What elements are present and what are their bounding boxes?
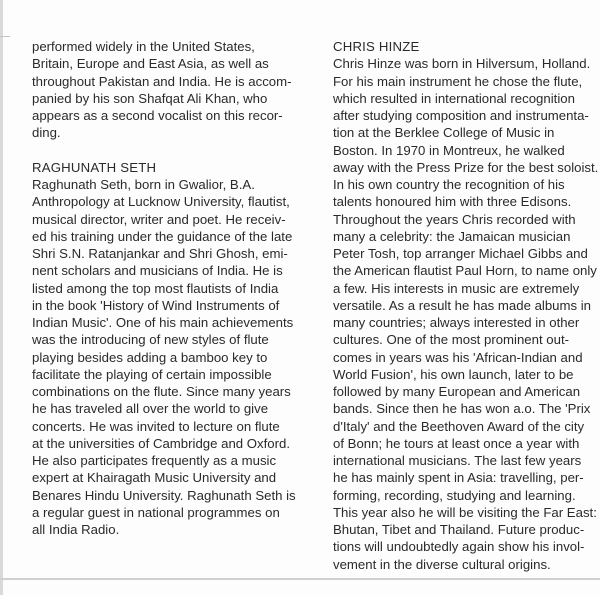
text-line: He also participates frequently as a music <box>32 453 277 468</box>
text-line: away with the Press Prize for the best soloist. <box>333 159 599 175</box>
text-line: In his own country the recognition of his <box>333 177 565 192</box>
text-line: of Bonn; he tours at least once a year with <box>333 435 580 451</box>
text-line: a regular guest in national programmes on <box>32 504 280 520</box>
left-column <box>32 38 312 538</box>
text-line: performed widely in the United States, <box>32 39 255 54</box>
text-line: he has mainly spent in Asia: travelling, per- <box>333 470 584 486</box>
text-line: This year also he will be visiting the Far East: <box>333 504 597 520</box>
page-corner-mark <box>0 0 10 37</box>
text-line: facilitate the playing of certain impossible <box>32 366 272 382</box>
text-line: cultures. One of the most prominent out- <box>333 332 570 348</box>
text-line: nent scholars and musicians of India. He is <box>32 263 283 279</box>
text-line: versatile. As a result he has made albums in <box>333 297 592 313</box>
text-line: playing besides adding a bamboo key to <box>32 349 268 365</box>
text-line: tions will undoubtedly again show his invol- <box>333 539 585 555</box>
text-line: ding. <box>32 125 61 141</box>
text-line: Boston. In 1970 in Montreux, he walked <box>333 142 565 158</box>
text-line: many countries; always interested in other <box>333 315 580 330</box>
text-line: Britain, Europe and East Asia, as well as <box>32 56 269 72</box>
text-line: musical director, writer and poet. He receiv- <box>32 211 286 227</box>
text-line: after studying composition and instrumenta- <box>333 108 589 123</box>
text-line: World Fusion', his own launch, later to be <box>333 366 574 382</box>
text-line: forming, recording, studying and learning. <box>333 487 576 503</box>
text-line: appears as a second vocalist on this recor- <box>32 108 283 123</box>
raghunath-seth-biography <box>32 176 312 538</box>
text-line: Bhutan, Tibet and Thailand. Future produc- <box>333 522 585 537</box>
section-heading-chris-hinze: CHRIS HINZE <box>333 39 420 54</box>
text-line: bands. Since then he has won a.o. The 'Prix <box>333 401 591 417</box>
text-line: Chris Hinze was born in Hilversum, Holland. <box>333 56 591 72</box>
text-line: For his main instrument he chose the flute, <box>333 73 583 89</box>
section-heading-raghunath-seth: RAGHUNATH SETH <box>32 159 157 175</box>
text-line: a few. His interests in music are extremely <box>333 280 580 296</box>
text-line: vement in the diverse cultural origins. <box>333 556 551 572</box>
text-line: panied by his son Shafqat Ali Khan, who <box>32 90 268 106</box>
text-line: tion at the Berklee College of Music in <box>333 125 555 141</box>
bottom-rule <box>0 578 600 580</box>
text-line: Raghunath Seth, born in Gwalior, B.A. <box>32 177 255 192</box>
text-line: concerts. He was invited to lecture on flute <box>32 418 280 434</box>
text-line: combinations on the flute. Since many years <box>32 384 291 399</box>
text-line: Shri S.N. Ratanjankar and Shri Ghosh, emi- <box>32 246 288 261</box>
text-line: he has traveled all over the world to give <box>32 401 269 417</box>
text-line: Peter Tosh, top arranger Michael Gibbs and <box>333 246 588 261</box>
text-line: Throughout the years Chris recorded with <box>333 211 576 227</box>
text-line: followed by many European and American <box>333 384 581 399</box>
right-column <box>333 38 599 573</box>
text-line: many a celebrity: the Jamaican musician <box>333 228 571 244</box>
text-line: which resulted in international recognition <box>333 90 575 106</box>
text-line: in the book 'History of Wind Instruments of <box>32 297 280 313</box>
intro-paragraph <box>32 38 312 142</box>
text-line: Benares Hindu University. Raghunath Seth is <box>32 487 296 503</box>
text-line: the American flautist Paul Horn, to name only <box>333 263 597 279</box>
text-line: d'Italy' and the Beethoven Award of the city <box>333 418 585 434</box>
text-line: expert at Khairagath Music University and <box>32 470 277 486</box>
page-fold-edge <box>0 0 3 595</box>
text-line: at the universities of Cambridge and Oxford. <box>32 435 291 451</box>
text-line: Anthropology at Lucknow University, flautist, <box>32 194 290 210</box>
text-line: throughout Pakistan and India. He is accom- <box>32 73 292 89</box>
text-line: Indian Music'. One of his main achievements <box>32 315 294 330</box>
text-line: talents honoured him with three Edisons. <box>333 194 572 210</box>
text-line: all India Radio. <box>32 522 120 537</box>
chris-hinze-biography <box>333 55 599 573</box>
text-line: listed among the top most flautists of India <box>32 280 279 296</box>
paragraph-gap <box>32 142 312 159</box>
text-line: was the introducing of new styles of flute <box>32 332 269 348</box>
text-line: comes in years was his 'African-Indian and <box>333 349 583 365</box>
text-line: international musicians. The last few years <box>333 453 582 468</box>
text-line: ed his training under the guidance of the late <box>32 228 293 244</box>
